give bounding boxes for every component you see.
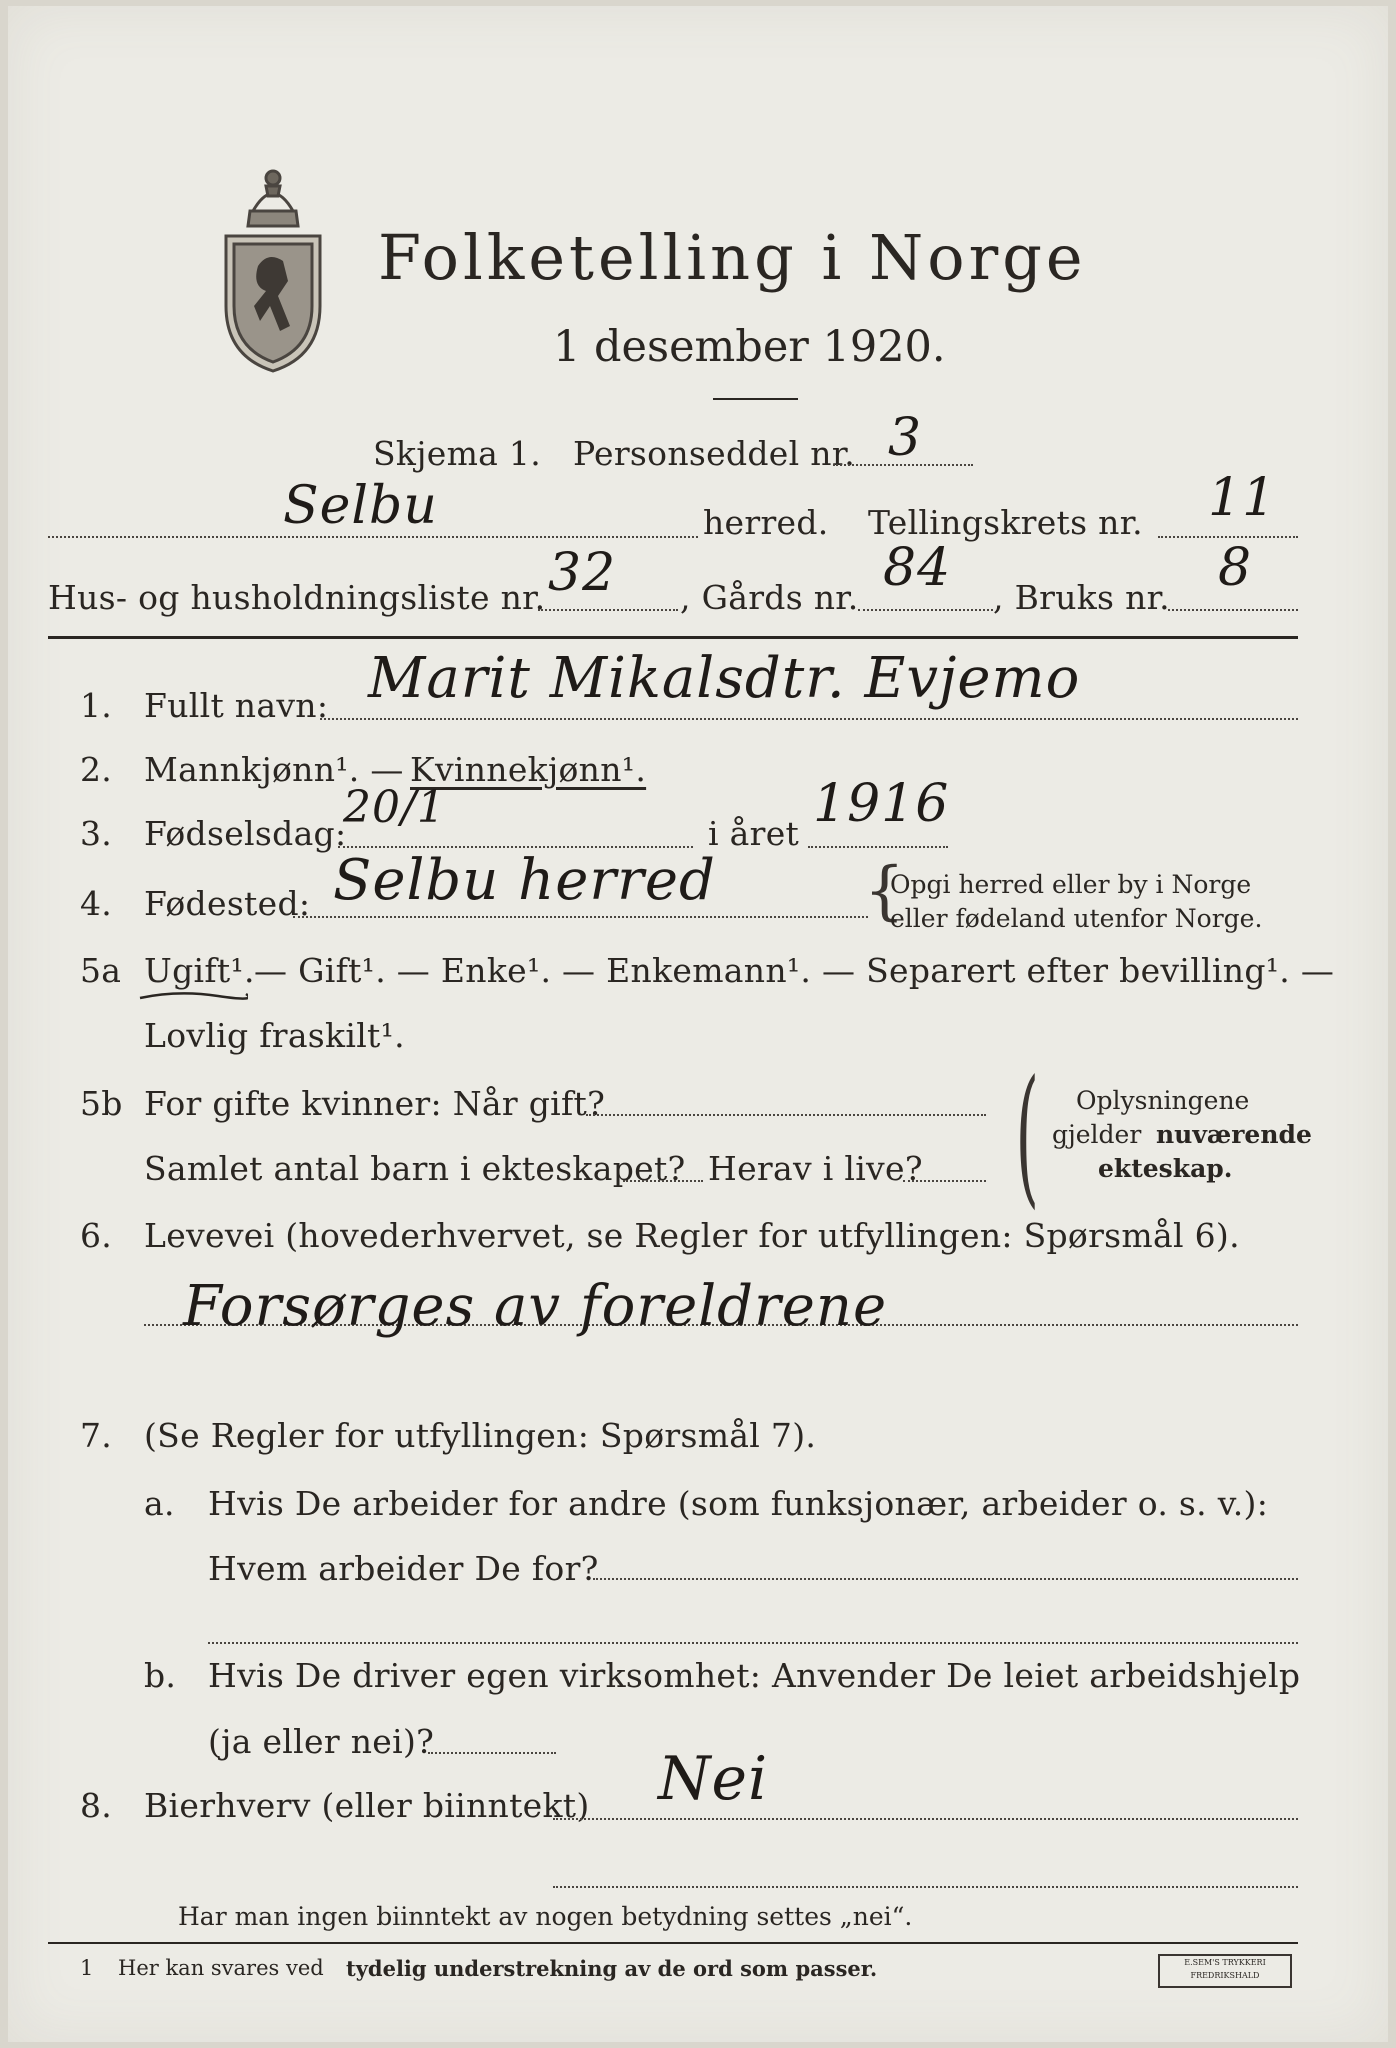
q7-label: (Se Regler for utfyllingen: Spørsmål 7). — [144, 1416, 817, 1455]
q3-year-line — [808, 846, 948, 848]
q5a-line-2[interactable]: Lovlig fraskilt¹. — [144, 1016, 405, 1055]
bruks-value[interactable]: 8 — [1218, 538, 1253, 598]
q7a-employer-line-2 — [208, 1642, 1298, 1644]
q2-female-option[interactable]: Kvinnekjønn¹. — [410, 750, 647, 789]
q6-occupation-value[interactable]: Forsørges av foreldrene — [183, 1274, 888, 1339]
q3-year-value[interactable]: 1916 — [813, 774, 950, 834]
q5b-children-label: Samlet antal barn i ekteskapet? — [144, 1149, 686, 1188]
q5b-alive-label: Herav i live? — [708, 1149, 923, 1188]
q5b-note-line-3: ekteskap. — [1098, 1154, 1233, 1183]
q7-number: 7. — [80, 1416, 113, 1455]
q1-line — [320, 718, 1298, 720]
hus-line — [538, 609, 678, 611]
q4-note-brace: { — [864, 854, 905, 928]
q7a-letter: a. — [144, 1484, 175, 1523]
q4-line — [293, 916, 868, 918]
q7b-label: Hvis De driver egen virksomhet: Anvender De leiet arbeidshjelp — [208, 1656, 1301, 1695]
q4-number: 4. — [80, 884, 113, 923]
q1-number: 1. — [80, 686, 113, 725]
q4-birthplace-value[interactable]: Selbu herred — [333, 848, 716, 913]
coat-of-arms-icon — [208, 156, 338, 376]
herred-value[interactable]: Selbu — [283, 476, 438, 536]
q5a-number: 5a — [80, 951, 122, 990]
gards-label: , Gårds nr. — [680, 578, 859, 617]
herred-label: herred. — [703, 503, 829, 542]
printer-stamp-line-2: FREDRIKSHALD — [1190, 1971, 1260, 1980]
hus-value[interactable]: 32 — [548, 543, 617, 603]
q5a-ugift-underline — [138, 988, 248, 1004]
q5b-note-line-2a: gjelder — [1052, 1120, 1142, 1149]
q7b-letter: b. — [144, 1656, 177, 1695]
q8-number: 8. — [80, 1786, 113, 1825]
skjema-label: Skjema 1. — [373, 434, 542, 473]
personseddel-label: Personseddel nr. — [573, 434, 856, 473]
page-title: Folketelling i Norge — [378, 221, 1087, 294]
printer-stamp-line-1: E.SEM'S TRYKKERI — [1184, 1958, 1266, 1967]
extra-line — [553, 1886, 1298, 1888]
bruks-label: , Bruks nr. — [993, 578, 1170, 617]
title-divider — [713, 398, 798, 400]
bruks-line — [1168, 609, 1298, 611]
q1-label: Fullt navn: — [144, 686, 329, 725]
q5b-note-line-2b: nuværende — [1156, 1120, 1312, 1149]
q4-note-line-1: Opgi herred eller by i Norge — [890, 870, 1252, 899]
footnote-number: 1 — [80, 1956, 94, 1980]
q3-year-label: i året — [708, 814, 800, 853]
q8-label: Bierhverv (eller biinntekt) — [144, 1786, 590, 1825]
q5b-children-line — [623, 1180, 703, 1182]
printer-stamp — [1158, 1954, 1292, 1988]
q5a-other-options[interactable]: — Gift¹. — Enke¹. — Enkemann¹. — Separert efter bevilling¹. — — [254, 951, 1335, 990]
tellingskrets-label: Tellingskrets nr. — [868, 503, 1143, 542]
footer-note: Har man ingen biinntekt av nogen betydning settes „nei“. — [178, 1902, 913, 1931]
q5b-note-bracket: ( — [1015, 1049, 1039, 1223]
herred-line — [48, 536, 698, 538]
q2-number: 2. — [80, 750, 113, 789]
q4-note-line-2: eller fødeland utenfor Norge. — [890, 904, 1263, 933]
footnote-text-a: Her kan svares ved — [118, 1956, 324, 1980]
hus-label: Hus- og husholdningsliste nr. — [48, 578, 546, 617]
tellingskrets-value[interactable]: 11 — [1208, 468, 1277, 528]
q5b-number: 5b — [80, 1084, 123, 1123]
gards-line — [858, 609, 993, 611]
q1-full-name-value[interactable]: Marit Mikalsdtr. Evjemo — [368, 646, 1081, 711]
q6-label: Levevei (hovederhvervet, se Regler for utfyllingen: Spørsmål 6). — [144, 1216, 1240, 1255]
q6-number: 6. — [80, 1216, 113, 1255]
q5b-note-line-1: Oplysningene — [1076, 1086, 1250, 1115]
q3-birthday-value[interactable]: 20/1 — [343, 782, 446, 833]
census-date: 1 desember 1920. — [553, 322, 946, 372]
q8-side-income-value[interactable]: Nei — [658, 1744, 769, 1814]
q5a-ugift-option[interactable]: Ugift¹. — [144, 951, 255, 990]
footer-rule — [48, 1942, 1298, 1944]
q7b-yes-no-line — [428, 1752, 556, 1754]
q3-label: Fødselsdag: — [144, 814, 347, 853]
personseddel-value[interactable]: 3 — [888, 408, 923, 468]
q5b-married-line — [586, 1114, 986, 1116]
census-form — [8, 6, 1388, 2042]
q3-number: 3. — [80, 814, 113, 853]
q5b-alive-line — [903, 1180, 986, 1182]
q2-male-option[interactable]: Mannkjønn¹. — — [144, 750, 404, 789]
q7a-employer-line — [593, 1578, 1298, 1580]
q7a-label: Hvis De arbeider for andre (som funksjonær, arbeider o. s. v.): — [208, 1484, 1269, 1523]
q7b-yes-no-label: (ja eller nei)? — [208, 1722, 435, 1761]
footnote-text-b: tydelig understrekning av de ord som passer. — [346, 1956, 878, 1981]
q4-label: Fødested: — [144, 884, 311, 923]
q7a-employer-label: Hvem arbeider De for? — [208, 1549, 599, 1588]
header-rule — [48, 636, 1298, 639]
q8-line — [553, 1818, 1298, 1820]
gards-value[interactable]: 84 — [883, 538, 952, 598]
q5b-label: For gifte kvinner: Når gift? — [144, 1084, 606, 1123]
